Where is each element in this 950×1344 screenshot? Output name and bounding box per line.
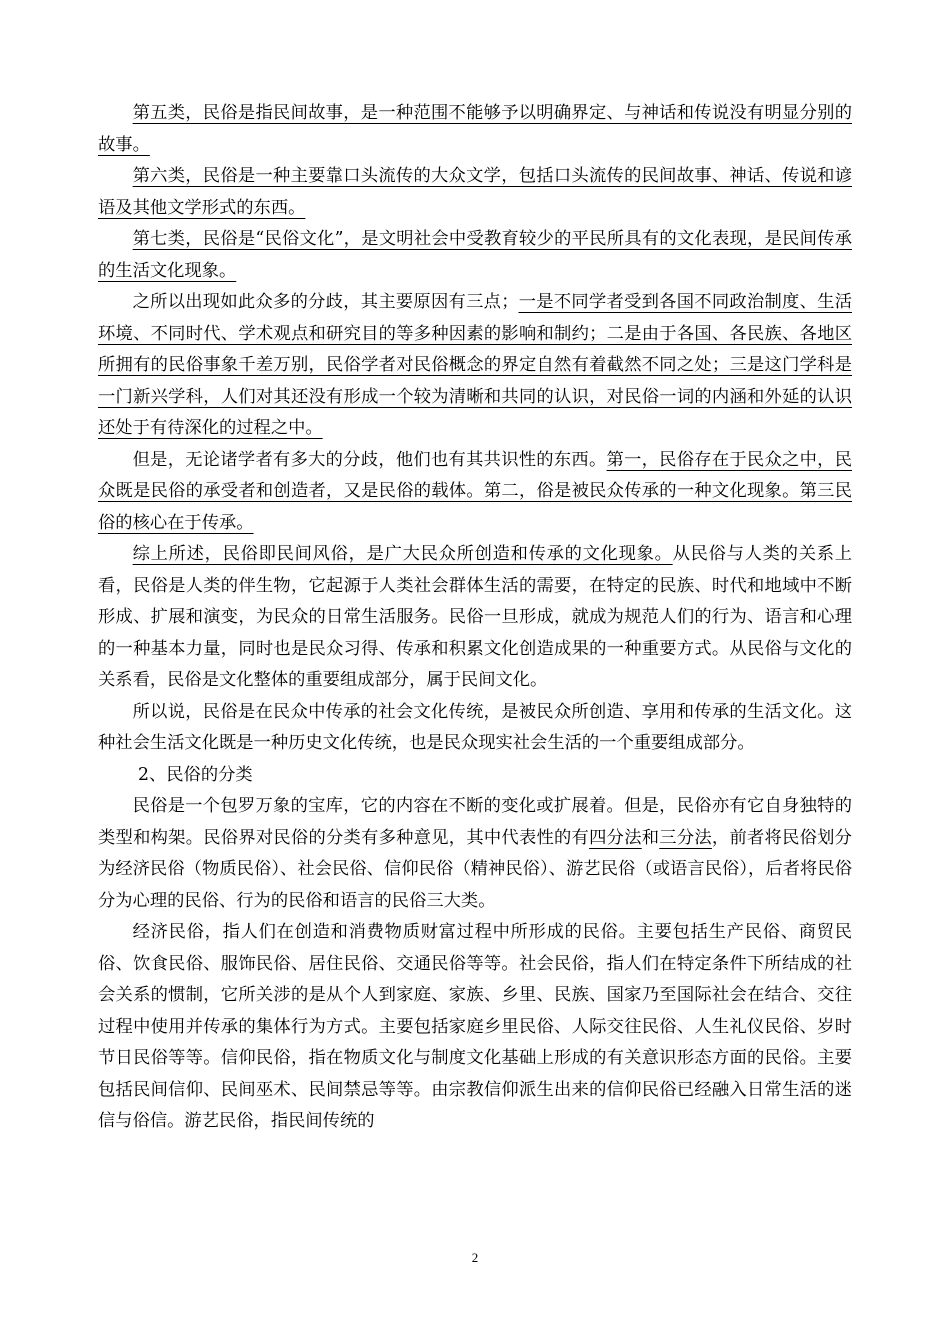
paragraph xyxy=(98,697,852,760)
paragraph xyxy=(98,161,852,224)
document-body xyxy=(98,98,852,1138)
underlined-text: 一是不同学者受到各国不同政治制度、生活环境、不同时代、学术观点和研究目的等多种因素的影响和制约；二是由于各国、各民族、各地区所拥有的民俗事象千差万别，民俗学者对民俗概念的界定自然有着截然不同之处；三是这门学科是一门新兴学科，人们对其还没有形成一个较为清晰和共同的认识，对民俗一词的内涵和外延的认识还处于有待深化的过程之中。 xyxy=(98,292,852,438)
text-segment: 民俗是一个包罗万象的宝库，它的内容在不断的变化或扩展着。但是，民俗亦有它自身独特的类型和构架。民俗界对民俗的分类有多种意见，其中代表性的有 xyxy=(98,796,852,848)
text-segment: 之所以出现如此众多的分歧，其主要原因有三点； xyxy=(132,292,519,312)
text-segment: 经济民俗，指人们在创造和消费物质财富过程中所形成的民俗。主要包括生产民俗、商贸民俗、饮食民俗、服饰民俗、居住民俗、交通民俗等等。社会民俗，指人们在特定条件下所结成的社会关系的惯制，它所关涉的是从个人到家庭、家族、乡里、民族、国家乃至国际社会在结合、交往过程中使用并传承的集体行为方式。主要包括家庭乡里民俗、人际交往民俗、人生礼仪民俗、岁时节日民俗等等。信仰民俗，指在物质文化与制度文化基础上形成的有关意识形态方面的民俗。主要包括民间信仰、民间巫术、民间禁忌等等。由宗教信仰派生出来的信仰民俗已经融入日常生活的迷信与俗信。游艺民俗，指民间传统的 xyxy=(98,922,852,1131)
underlined-text: 第六类，民俗是一种主要靠口头流传的大众文学，包括口头流传的民间故事、神话、传说和谚语及其他文学形式的东西。 xyxy=(98,166,852,218)
paragraph xyxy=(98,791,852,917)
page-number: 2 xyxy=(471,1250,479,1265)
paragraph xyxy=(98,539,852,697)
text-segment: 和 xyxy=(641,827,660,848)
text-segment: 所以说，民俗是在民众中传承的社会文化传统，是被民众所创造、享用和传承的生活文化。这种社会生活文化既是一种历史文化传统，也是民众现实社会生活的一个重要组成部分。 xyxy=(98,701,852,753)
text-segment: 从民俗与人类的关系上看，民俗是人类的伴生物，它起源于人类社会群体生活的需要，在特定的民族、时代和地域中不断形成、扩展和演变，为民众的日常生活服务。民俗一旦形成，就成为规范人们的行为、语言和心理的一种基本力量，同时也是民众习得、传承和积累文化创造成果的一种重要方式。从民俗与文化的关系看，民俗是文化整体的重要组成部分，属于民间文化。 xyxy=(98,544,852,690)
underlined-text: 三分法 xyxy=(659,827,712,848)
underlined-text: 第七类，民俗是“民俗文化”，是文明社会中受教育较少的平民所具有的文化表现，是民间传承的生活文化现象。 xyxy=(98,229,852,281)
text-segment: 但是，无论诸学者有多大的分歧，他们也有其共识性的东西。 xyxy=(132,449,607,470)
paragraph-group xyxy=(98,791,852,1138)
paragraph xyxy=(98,224,852,287)
paragraph-group xyxy=(98,98,852,760)
paragraph xyxy=(98,287,852,445)
underlined-text: 第一，民俗存在于民众之中，民众既是民俗的承受者和创造者，又是民俗的载体。第二，俗是被民众传承的一种文化现象。第三民俗的核心在于传承。 xyxy=(98,449,852,533)
section-heading: 2、民俗的分类 xyxy=(138,764,253,785)
paragraph xyxy=(98,98,852,161)
underlined-text: 第五类，民俗是指民间故事，是一种范围不能够予以明确界定、与神话和传说没有明显分别的故事。 xyxy=(98,103,852,155)
paragraph xyxy=(98,445,852,540)
underlined-text: 综上所述，民俗即民间风俗，是广大民众所创造和传承的文化现象。 xyxy=(132,544,673,564)
paragraph xyxy=(98,917,852,1138)
text-segment: ，前者将民俗划分为经济民俗（物质民俗）、社会民俗、信仰民俗（精神民俗）、游艺民俗（或语言民俗），后者将民俗分为心理的民俗、行为的民俗和语言的民俗三大类。 xyxy=(98,827,852,911)
underlined-text: 四分法 xyxy=(589,827,642,848)
